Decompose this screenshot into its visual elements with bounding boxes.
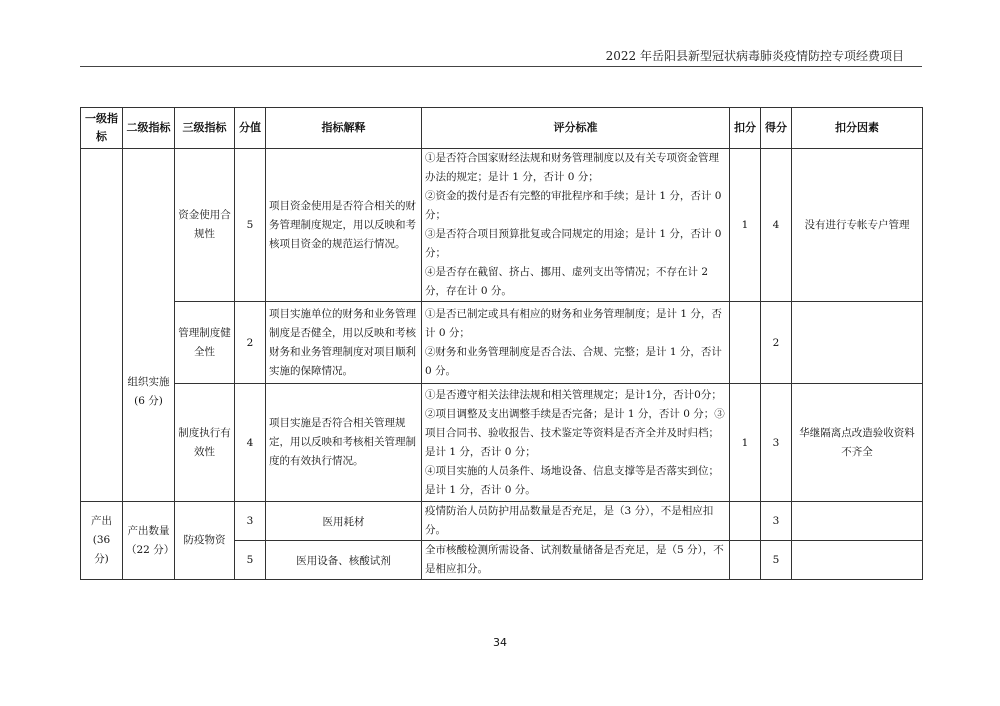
criteria-line: ②项目调整及支出调整手续是否完备；是计 1 分，否计 0 分；③项目合同书、验收报告、技术鉴定等资料是否齐全并及时归档；是计 1 分，否计 0 分； [425,407,725,458]
explanation-cell: 医用耗材 [266,502,422,541]
reason-cell [792,302,923,384]
criteria-line: ③是否符合项目预算批复或合同规定的用途；是计 1 分，否计 0 分； [425,228,722,259]
reason-cell [792,502,923,541]
level1-cell-empty [81,149,123,502]
level2-cell-output-qty: 产出数量（22 分） [123,502,175,580]
score-cell: 3 [235,502,266,541]
table-row [81,384,923,502]
criteria-line: 疫情防治人员防护用品数量是否充足，是（3 分），不是相应扣分。 [425,505,714,536]
header-rule [80,66,922,67]
criteria-line: ④项目实施的人员条件、场地设备、信息支撑等是否落实到位；是计 1 分，否计 0 分。 [425,464,719,496]
level1-cell-output: 产出(36 分) [81,502,123,580]
explanation-cell: 项目资金使用是否符合相关的财务管理制度规定，用以反映和考核项目资金的规范运行情况。 [266,149,422,302]
deduct-cell [730,302,761,384]
header-cell: 评分标准 [422,108,730,149]
header-cell: 一级指标 [81,108,123,149]
explanation-cell: 项目实施单位的财务和业务管理制度是否健全，用以反映和考核财务和业务管理制度对项目顺利实施的保障情况。 [266,302,422,384]
table-row [81,149,923,302]
header-cell: 分值 [235,108,266,149]
score-cell: 5 [235,541,266,580]
level3-cell: 资金使用合规性 [175,149,235,302]
criteria-cell [422,149,730,302]
score-cell: 4 [235,384,266,502]
page-number: 34 [493,636,507,649]
score-cell: 5 [235,149,266,302]
reason-cell: 华继隔离点改造验收资料不齐全 [792,384,923,502]
criteria-line: ①是否已制定或具有相应的财务和业务管理制度；是计 1 分，否计 0 分； [425,307,722,339]
level3-cell: 管理制度健全性 [175,302,235,384]
table-header-row [81,108,923,149]
evaluation-table [80,107,923,580]
criteria-line: ②财务和业务管理制度是否合法、合规、完整；是计 1 分，否计 0 分。 [425,345,722,377]
reason-cell: 没有进行专帐专户管理 [792,149,923,302]
criteria-cell [422,302,730,384]
criteria-cell [422,502,730,541]
header-cell: 得分 [761,108,792,149]
deduct-cell: 1 [730,149,761,302]
criteria-cell [422,541,730,580]
score-cell: 2 [235,302,266,384]
criteria-line: ④是否存在截留、挤占、挪用、虚列支出等情况；不存在计 2 分，存在计 0 分。 [425,266,709,297]
deduct-cell [730,541,761,580]
header-cell: 扣分因素 [792,108,923,149]
explanation-cell: 项目实施是否符合相关管理规定，用以反映和考核相关管理制度的有效执行情况。 [266,384,422,502]
criteria-line: ①是否符合国家财经法规和财务管理制度以及有关专项资金管理办法的规定；是计 1 分，否计 0 分； [425,152,719,183]
deduct-cell [730,502,761,541]
header-cell: 三级指标 [175,108,235,149]
reason-cell [792,541,923,580]
earned-cell: 3 [761,384,792,502]
header-cell: 指标解释 [266,108,422,149]
criteria-line: ①是否遵守相关法律法规和相关管理规定；是计1分，否计0分； [425,388,722,401]
header-cell: 扣分 [730,108,761,149]
earned-cell: 2 [761,302,792,384]
header-cell: 二级指标 [123,108,175,149]
earned-cell: 4 [761,149,792,302]
table-row [81,502,923,541]
document-header: 2022 年岳阳县新型冠状病毒肺炎疫情防控专项经费项目 [605,49,904,63]
explanation-cell: 医用设备、核酸试剂 [266,541,422,580]
criteria-line: ②资金的拨付是否有完整的审批程序和手续；是计 1 分，否计 0 分； [425,190,722,221]
deduct-cell: 1 [730,384,761,502]
earned-cell: 3 [761,502,792,541]
criteria-cell [422,384,730,502]
earned-cell: 5 [761,541,792,580]
criteria-line: 全市核酸检测所需设备、试剂数量储备是否充足，是（5 分），不是相应扣分。 [425,544,724,575]
table-row [81,302,923,384]
level3-cell-epidemic: 防疫物资 [175,502,235,580]
level2-cell-org: 组织实施(6 分) [123,149,175,502]
level3-cell: 制度执行有效性 [175,384,235,502]
